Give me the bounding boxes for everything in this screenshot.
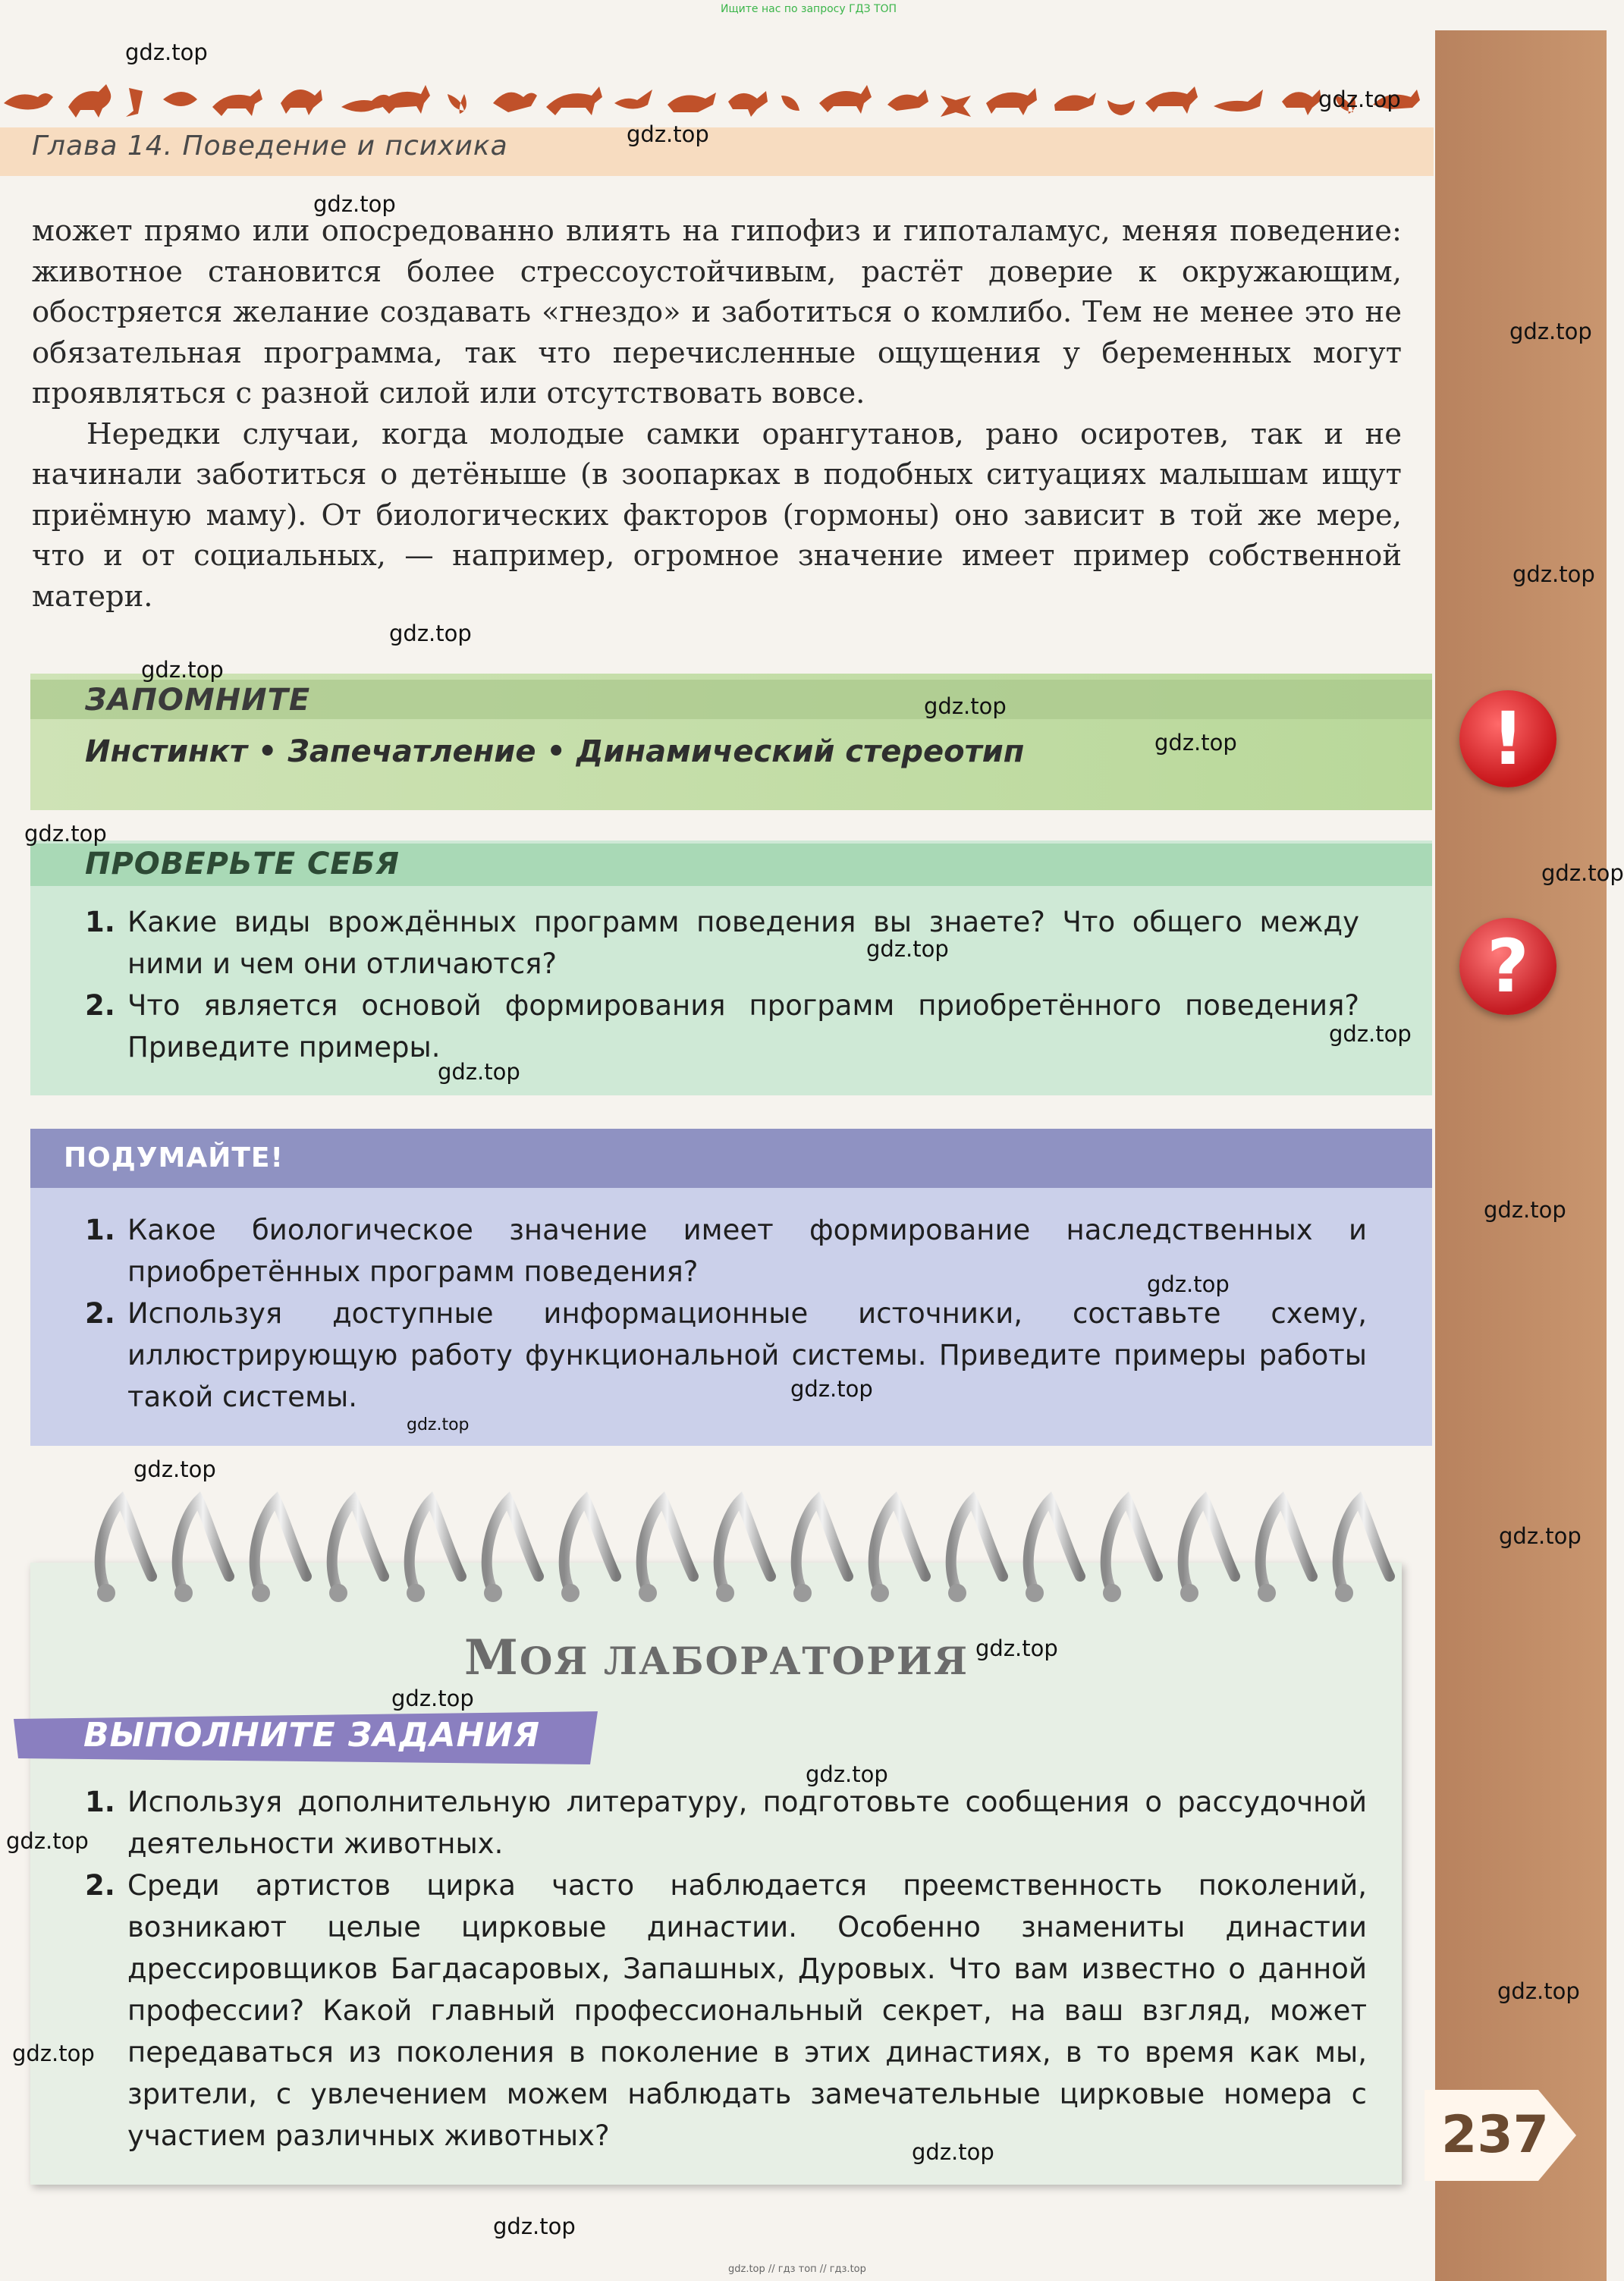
paragraph-2: Нередки случаи, когда молодые самки орангутанов, рано осиротев, так и не начинали заботиться о детёныше (в зоопарках в подобных ситуациях малышам ищут приёмную маму). От биологических факторов (гормоны) оно зависит в той же мере, что и от социальных, — например, огромное значение имеет пример собственной матери. (32, 416, 1402, 614)
spiral-ring (1029, 1500, 1080, 1591)
think-list (85, 1209, 1367, 1418)
watermark: gdz.top (627, 121, 709, 147)
check-yourself-title: ПРОВЕРЬТЕ СЕБЯ (85, 847, 400, 881)
spiral-ring (719, 1500, 771, 1591)
page-sidebar (1435, 30, 1607, 2281)
watermark: gdz.top (24, 821, 107, 847)
spiral-binding (83, 1493, 1403, 1607)
watermark: gdz.top (866, 936, 949, 962)
question-glyph: ? (1487, 924, 1529, 1009)
item-number: 1. (85, 906, 115, 938)
watermark: gdz.top (125, 39, 208, 65)
item-number: 2. (85, 1869, 115, 1902)
spiral-hole (1335, 1584, 1353, 1602)
watermark: gdz.top (1499, 1523, 1582, 1549)
watermark: gdz.top (790, 1376, 873, 1402)
watermark: gdz.top (1147, 1271, 1230, 1297)
spiral-hole (97, 1584, 115, 1602)
watermark: gdz.top (389, 621, 472, 646)
spiral-ring (255, 1500, 306, 1591)
lab-title (464, 1629, 969, 1686)
spiral-hole (716, 1584, 734, 1602)
spiral-hole (948, 1584, 966, 1602)
watermark: gdz.top (1512, 561, 1595, 587)
question-icon (1459, 918, 1556, 1015)
watermark: gdz.top (1497, 1978, 1580, 2004)
list-item (85, 1781, 1367, 1865)
spiral-ring (1338, 1500, 1390, 1591)
spiral-hole (871, 1584, 889, 1602)
item-text: Какое биологическое значение имеет формирование наследственных и приобретённых программ поведения? (127, 1214, 1367, 1288)
spiral-hole (639, 1584, 657, 1602)
watermark: gdz.top (924, 693, 1007, 719)
spiral-hole (1103, 1584, 1121, 1602)
item-text: Среди артистов цирка часто наблюдается преемственность поколений, возникают целые цирковые династии. Особенно знамениты династии дрессировщиков Багдасаровых, Запашных, Дуровых. Что вам известно о данной профессии? Какой главный профессиональный секрет, на ваш взгляд, может передаваться из поколения в поколение в этих династиях, в то время как мы, зрители, с увлечением можем наблюдать замечательные цирковые номера с участием различных животных? (127, 1869, 1367, 2152)
page-number: 237 (1441, 2105, 1549, 2165)
lab-title-first: М (464, 1629, 520, 1686)
watermark: gdz.top (975, 1635, 1058, 1661)
remember-title: ЗАПОМНИТЕ (85, 683, 311, 718)
spiral-ring (1183, 1500, 1235, 1591)
watermark: gdz.top (391, 1686, 474, 1711)
chapter-title: Глава 14. Поведение и психика (32, 130, 508, 162)
exclamation-icon (1459, 690, 1556, 787)
item-text: Что является основой формирования программ приобретённого поведения? Приведите примеры. (127, 989, 1359, 1064)
item-number: 2. (85, 1297, 115, 1330)
list-item (85, 1865, 1367, 2157)
spiral-ring (100, 1500, 152, 1591)
tasks-title: ВЫПОЛНИТЕ ЗАДАНИЯ (83, 1716, 541, 1755)
list-item (85, 901, 1359, 985)
spiral-hole (1180, 1584, 1198, 1602)
remember-terms: Инстинкт • Запечатление • Динамический стереотип (85, 734, 1025, 769)
check-yourself-list (85, 901, 1359, 1068)
spiral-hole (1026, 1584, 1044, 1602)
spiral-ring (874, 1500, 925, 1591)
spiral-ring (1106, 1500, 1158, 1591)
lab-title-rest: ОЯ ЛАБОРАТОРИЯ (519, 1638, 969, 1683)
watermark: gdz.top (1329, 1021, 1412, 1047)
item-text: Используя доступные информационные источники, составьте схему, иллюстрирующую работу функциональной системы. Приведите примеры работы такой системы. (127, 1297, 1367, 1413)
item-number: 2. (85, 989, 115, 1022)
watermark: gdz.top (438, 1059, 520, 1085)
item-number: 1. (85, 1786, 115, 1818)
spiral-ring (177, 1500, 229, 1591)
spiral-hole (484, 1584, 502, 1602)
spiral-hole (561, 1584, 580, 1602)
bottom-note: gdz.top // гдз топ // гдз.top (728, 2264, 866, 2275)
watermark: gdz.top (313, 191, 396, 217)
watermark: gdz.top (1154, 730, 1237, 756)
body-text (32, 211, 1402, 617)
watermark-small: gdz.top (407, 1415, 470, 1434)
tasks-list (85, 1781, 1367, 2157)
item-text: Используя дополнительную литературу, подготовьте сообщения о рассудочной деятельности животных. (127, 1786, 1367, 1860)
spiral-hole (407, 1584, 425, 1602)
spiral-hole (174, 1584, 193, 1602)
spiral-ring (564, 1500, 616, 1591)
item-number: 1. (85, 1214, 115, 1246)
spiral-ring (642, 1500, 693, 1591)
list-item (85, 1293, 1367, 1418)
watermark: gdz.top (1509, 319, 1592, 344)
paragraph-1: может прямо или опосредованно влиять на гипофиз и гипоталамус, меняя поведение: животное становится более стрессоустойчивым, растёт доверие к окружающим, обостряется желание создавать «гнездо» и заботиться о комлибо. Тем не менее это не обязательная программа, так что перечисленные ощущения у беременных могут проявляться с разной силой или отсутствовать вовсе. (32, 214, 1402, 410)
spiral-hole (1258, 1584, 1276, 1602)
watermark: gdz.top (1318, 86, 1401, 112)
list-item (85, 985, 1359, 1068)
spiral-hole (793, 1584, 812, 1602)
spiral-ring (796, 1500, 848, 1591)
watermark: gdz.top (134, 1456, 216, 1482)
spiral-ring (1261, 1500, 1312, 1591)
spiral-ring (332, 1500, 384, 1591)
watermark: gdz.top (912, 2139, 994, 2165)
watermark: gdz.top (12, 2041, 95, 2066)
exclamation-glyph: ! (1491, 696, 1525, 781)
spiral-ring (410, 1500, 461, 1591)
watermark: gdz.top (493, 2213, 576, 2239)
watermark: gdz.top (1484, 1197, 1566, 1223)
item-text: Какие виды врождённых программ поведения вы знаете? Что общего между ними и чем они отличаются? (127, 906, 1359, 980)
watermark: gdz.top (1541, 860, 1624, 886)
watermark: gdz.top (6, 1828, 89, 1854)
animal-silhouette-strip (0, 73, 1434, 126)
spiral-hole (329, 1584, 347, 1602)
spiral-hole (252, 1584, 270, 1602)
think-title: ПОДУМАЙТЕ! (64, 1142, 284, 1173)
spiral-ring (487, 1500, 539, 1591)
watermark: gdz.top (141, 657, 224, 683)
watermark: gdz.top (806, 1761, 888, 1787)
top-note: Ищите нас по запросу ГДЗ ТОП (721, 3, 897, 15)
spiral-ring (951, 1500, 1003, 1591)
